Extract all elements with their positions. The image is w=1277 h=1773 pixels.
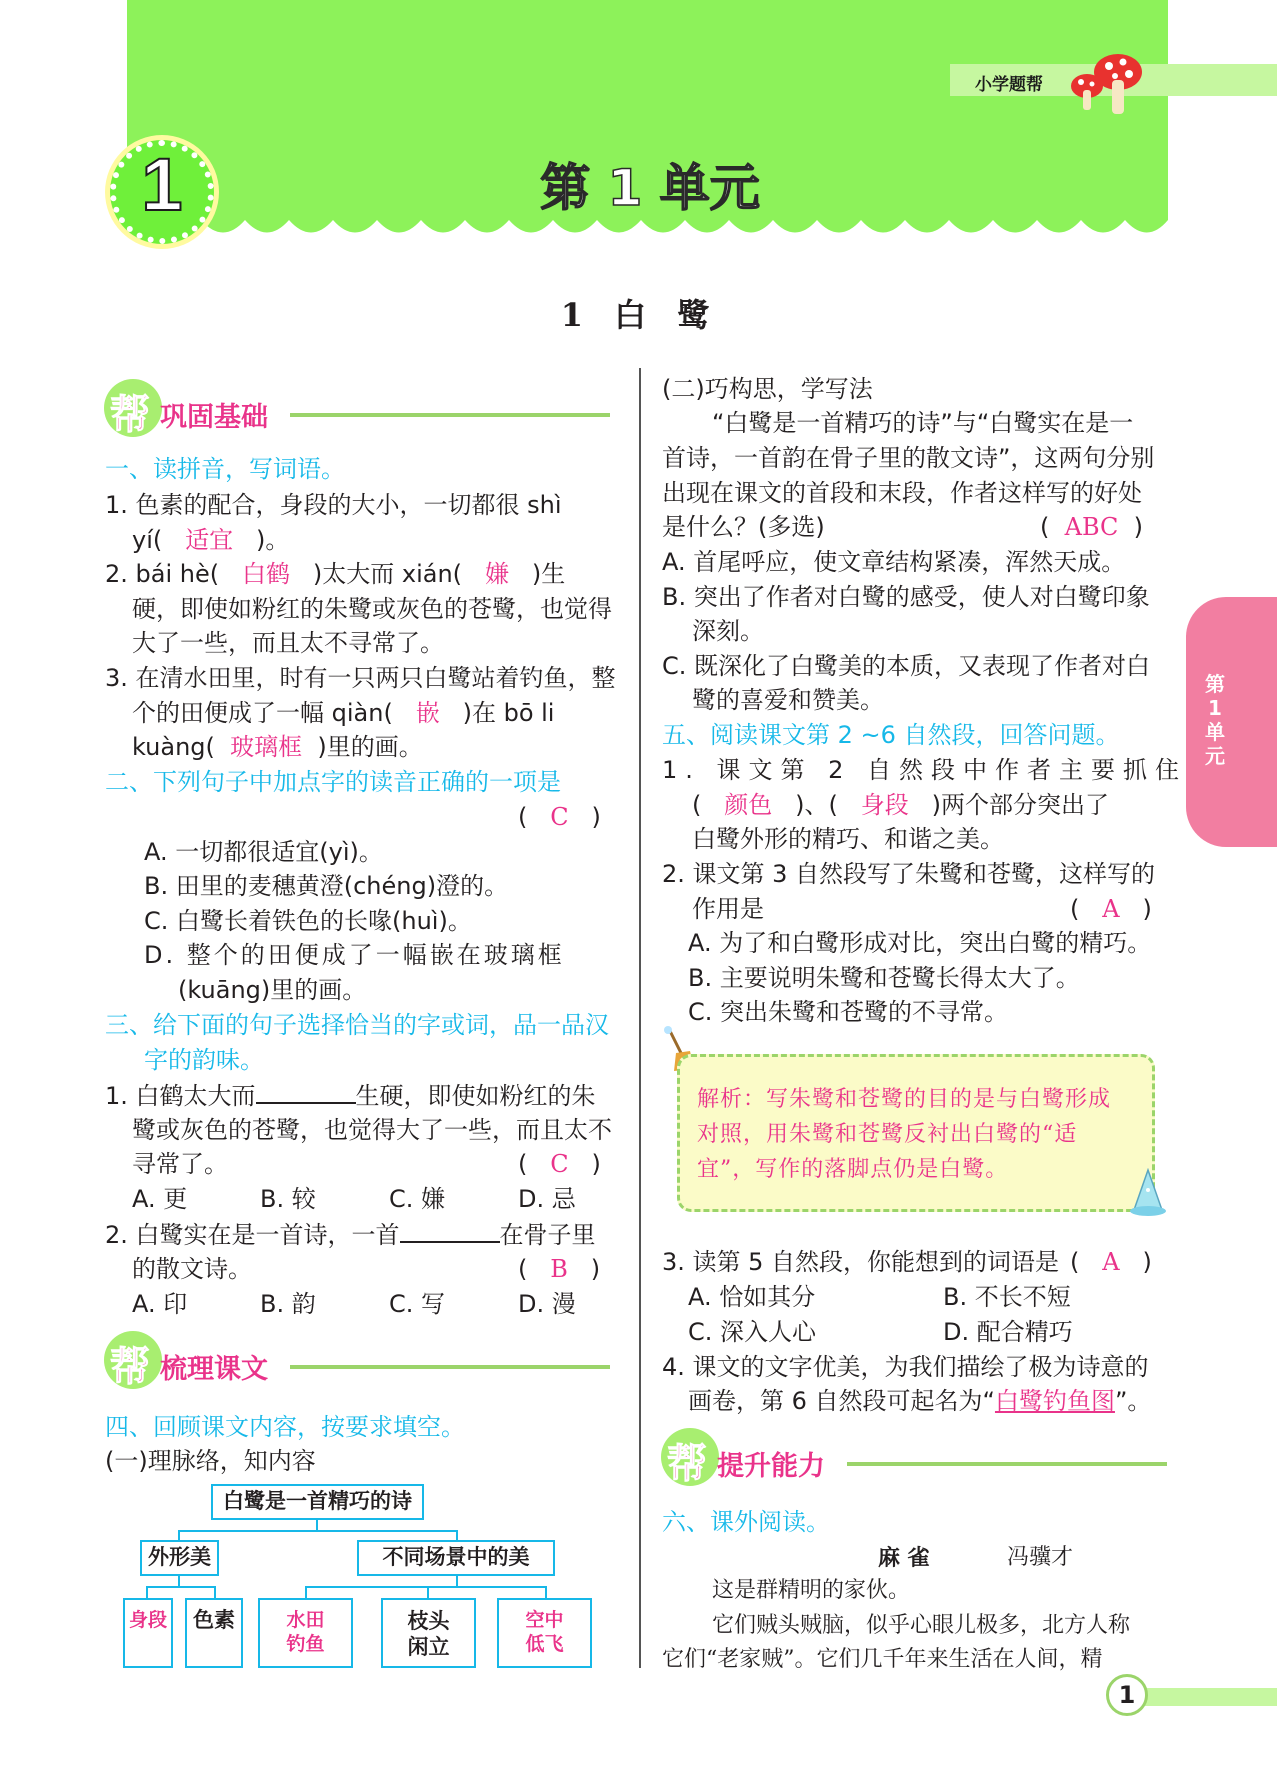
question-line: 是什么？(多选) bbox=[662, 513, 825, 541]
answer-bracket: ( A ) bbox=[1070, 1248, 1152, 1276]
option: C. 写 bbox=[389, 1290, 446, 1318]
option: D. 配合精巧 bbox=[943, 1318, 1073, 1346]
answer-bracket: ( ABC ) bbox=[1040, 513, 1144, 541]
fill-blank bbox=[400, 1217, 500, 1243]
option: C. 深入人心 bbox=[688, 1318, 817, 1346]
tree-leaf: 枝头 闲立 bbox=[381, 1598, 476, 1668]
option: B. 田里的麦穗黄澄(chéng)澄的。 bbox=[144, 872, 509, 900]
question-line: kuàng( 玻璃框 )里的画。 bbox=[132, 733, 423, 761]
bang-glyph: 帮 bbox=[110, 1344, 150, 1390]
tree-connector bbox=[146, 1586, 148, 1598]
question-line: “白鹭是一首精巧的诗”与“白鹭实在是一 bbox=[712, 409, 1134, 437]
question-line: 鹭或灰色的苍鹭，也觉得大了一些，而且太不 bbox=[132, 1116, 612, 1144]
tree-connector bbox=[305, 1586, 307, 1598]
option: (kuāng)里的画。 bbox=[178, 976, 367, 1004]
column-divider bbox=[639, 368, 641, 1668]
option: A. 为了和白鹭形成对比，突出白鹭的精巧。 bbox=[688, 929, 1152, 957]
option: 深刻。 bbox=[692, 617, 764, 645]
option: B. 较 bbox=[260, 1185, 316, 1213]
question-title: 六、课外阅读。 bbox=[662, 1508, 830, 1536]
section-header-advance bbox=[667, 1432, 1167, 1492]
analysis-line: 宜”，写作的落脚点仍是白鹭。 bbox=[697, 1157, 1009, 1182]
option: C. 嫌 bbox=[389, 1185, 446, 1213]
answer-bracket: ( B ) bbox=[518, 1255, 601, 1283]
unit-title: 第 1 单元 bbox=[540, 159, 760, 217]
lesson-title: 1 白 鹭 bbox=[560, 296, 720, 334]
question-line: 作用是 bbox=[692, 895, 764, 923]
question-title: 五、阅读课文第 2 ~6 自然段，回答问题。 bbox=[662, 721, 1120, 749]
question-line: 4. 课文的文字优美，为我们描绘了极为诗意的 bbox=[662, 1353, 1149, 1381]
answer: 玻璃框 bbox=[230, 733, 303, 761]
story-paragraph: 它们贼头贼脑，似乎心眼儿极多，北方人称 bbox=[712, 1613, 1131, 1638]
tree-leaf: 空中 低飞 bbox=[497, 1598, 592, 1668]
tree-connector bbox=[456, 1576, 458, 1586]
question-line: 出现在课文的首段和末段，作者这样写的好处 bbox=[662, 479, 1142, 507]
question-line: (一)理脉络，知内容 bbox=[105, 1447, 316, 1475]
question-line: 硬，即使如粉红的朱鹭或灰色的苍鹭，也觉得 bbox=[132, 595, 612, 623]
fill-blank bbox=[256, 1078, 356, 1104]
option: A. 一切都很适宜(yì)。 bbox=[144, 838, 383, 866]
section-label: 巩固基础 bbox=[160, 402, 268, 433]
answer-bracket: ( C ) bbox=[518, 803, 601, 831]
option: B. 韵 bbox=[260, 1290, 316, 1318]
answer-bracket: ( A ) bbox=[1070, 895, 1152, 923]
section-header-basics bbox=[110, 383, 615, 443]
question-line: 画卷，第 6 自然段可起名为“白鹭钓鱼图”。 bbox=[688, 1387, 1152, 1415]
bang-glyph: 帮 bbox=[110, 392, 150, 438]
story-author: 冯骥才 bbox=[1007, 1545, 1074, 1570]
section-label: 梳理课文 bbox=[160, 1354, 268, 1385]
question-line: 1. 白鹤太大而 生硬，即使如粉红的朱 bbox=[105, 1078, 596, 1113]
story-title: 麻 雀 bbox=[878, 1545, 930, 1571]
tree-leaf: 身段 bbox=[123, 1598, 173, 1668]
answer: 身段 bbox=[860, 791, 909, 819]
tree-connector bbox=[146, 1586, 216, 1588]
wizard-hat-icon bbox=[1128, 1168, 1168, 1218]
question-line: 的散文诗。 bbox=[132, 1255, 252, 1283]
tree-connector bbox=[178, 1530, 180, 1540]
tree-connector bbox=[305, 1586, 547, 1588]
question-title: 二、下列句子中加点字的读音正确的一项是 bbox=[105, 768, 561, 796]
question-title: 三、给下面的句子选择恰当的字或词，品一品汉 bbox=[105, 1011, 609, 1039]
question-title: 字的韵味。 bbox=[144, 1046, 264, 1074]
question-line: 3. 在清水田里，时有一只两只白鹭站着钓鱼，整 bbox=[105, 664, 616, 692]
option: B. 突出了作者对白鹭的感受，使人对白鹭印象 bbox=[662, 583, 1150, 611]
answer: 白鹭钓鱼图 bbox=[994, 1387, 1115, 1415]
option: C. 白鹭长着铁色的长喙(huì)。 bbox=[144, 907, 472, 935]
bang-glyph: 帮 bbox=[667, 1441, 707, 1487]
tree-connector bbox=[178, 1530, 456, 1532]
question-line: 白鹭外形的精巧、和谐之美。 bbox=[692, 825, 1004, 853]
option: C. 既深化了白鹭美的本质，又表现了作者对白 bbox=[662, 652, 1151, 680]
question-line: 1. 色素的配合，身段的大小，一切都很 shì bbox=[105, 491, 562, 519]
analysis-line: 对照，用朱鹭和苍鹭反衬出白鹭的“适 bbox=[697, 1122, 1078, 1147]
page-number: 1 bbox=[1106, 1674, 1148, 1716]
option: B. 不长不短 bbox=[943, 1283, 1071, 1311]
analysis-line: 解析：写朱鹭和苍鹭的目的是与白鹭形成 bbox=[697, 1087, 1112, 1112]
question-line: (二)巧构思，学写法 bbox=[662, 375, 873, 403]
side-tab-label: 第1单元 bbox=[1205, 672, 1225, 768]
question-line: ( 颜色 )、( 身段 )两个部分突出了 bbox=[692, 791, 1110, 819]
tree-leaf: 水田 钓鱼 bbox=[258, 1598, 353, 1668]
story-paragraph: 这是群精明的家伙。 bbox=[712, 1578, 911, 1603]
story-paragraph: 它们“老家贼”。它们几千年来生活在人间，精 bbox=[662, 1647, 1103, 1672]
section-label: 提升能力 bbox=[717, 1451, 825, 1482]
tree-connector bbox=[456, 1530, 458, 1540]
question-line: 3. 读第 5 自然段，你能想到的词语是 bbox=[662, 1248, 1060, 1276]
answer: 白鹤 bbox=[242, 560, 290, 588]
unit-number: 1 bbox=[141, 143, 183, 226]
tree-connector bbox=[178, 1576, 180, 1586]
option: B. 主要说明朱鹭和苍鹭长得太大了。 bbox=[688, 964, 1080, 992]
tree-connector bbox=[316, 1520, 318, 1530]
answer: 颜色 bbox=[724, 791, 773, 819]
question-title: 一、读拼音，写词语。 bbox=[105, 455, 345, 483]
option: A. 印 bbox=[132, 1290, 188, 1318]
answer: 嵌 bbox=[415, 699, 440, 727]
question-line: 大了一些，而且太不寻常了。 bbox=[132, 629, 444, 657]
option: 鹭的喜爱和赞美。 bbox=[692, 686, 884, 714]
brand-name: 小学题帮 bbox=[975, 75, 1043, 95]
option: D. 漫 bbox=[518, 1290, 576, 1318]
question-line: 寻常了。 bbox=[132, 1150, 228, 1178]
tree-root: 白鹭是一首精巧的诗 bbox=[211, 1484, 424, 1520]
option: A. 更 bbox=[132, 1185, 188, 1213]
mushroom-icon bbox=[1063, 48, 1148, 116]
option: A. 恰如其分 bbox=[688, 1283, 816, 1311]
question-line: 2. bái hè( 白鹤 )太大而 xián( 嫌 )生 bbox=[105, 560, 566, 588]
question-line: 2. 白鹭实在是一首诗，一首 在骨子里 bbox=[105, 1217, 596, 1252]
option: C. 突出朱鹭和苍鹭的不寻常。 bbox=[688, 998, 1009, 1026]
option: D. 整个的田便成了一幅嵌在玻璃框 bbox=[144, 941, 565, 969]
answer: 嫌 bbox=[484, 560, 509, 588]
question-line: 2. 课文第 3 自然段写了朱鹭和苍鹭，这样写的 bbox=[662, 860, 1156, 888]
option: D. 忌 bbox=[518, 1185, 576, 1213]
question-line: 首诗，一首韵在骨子里的散文诗”，这两句分别 bbox=[662, 444, 1155, 472]
tree-node: 不同场景中的美 bbox=[357, 1540, 555, 1576]
question-line: 个的田便成了一幅 qiàn( 嵌 )在 bō li bbox=[132, 699, 555, 727]
tree-connector bbox=[214, 1586, 216, 1598]
option: A. 首尾呼应，使文章结构紧凑，浑然天成。 bbox=[662, 548, 1126, 576]
question-line: 1. 课文第 2 自然段中作者主要抓住 bbox=[662, 756, 1188, 784]
tree-node: 外形美 bbox=[140, 1540, 219, 1576]
tree-connector bbox=[427, 1586, 429, 1598]
answer: 适宜 bbox=[185, 526, 234, 554]
question-title: 四、回顾课文内容，按要求填空。 bbox=[105, 1413, 465, 1441]
question-line: yí( 适宜 )。 bbox=[132, 526, 290, 554]
answer-bracket: ( C ) bbox=[518, 1150, 601, 1178]
section-header-review bbox=[110, 1335, 615, 1395]
tree-connector bbox=[545, 1586, 547, 1598]
tree-leaf: 色素 bbox=[185, 1598, 243, 1668]
